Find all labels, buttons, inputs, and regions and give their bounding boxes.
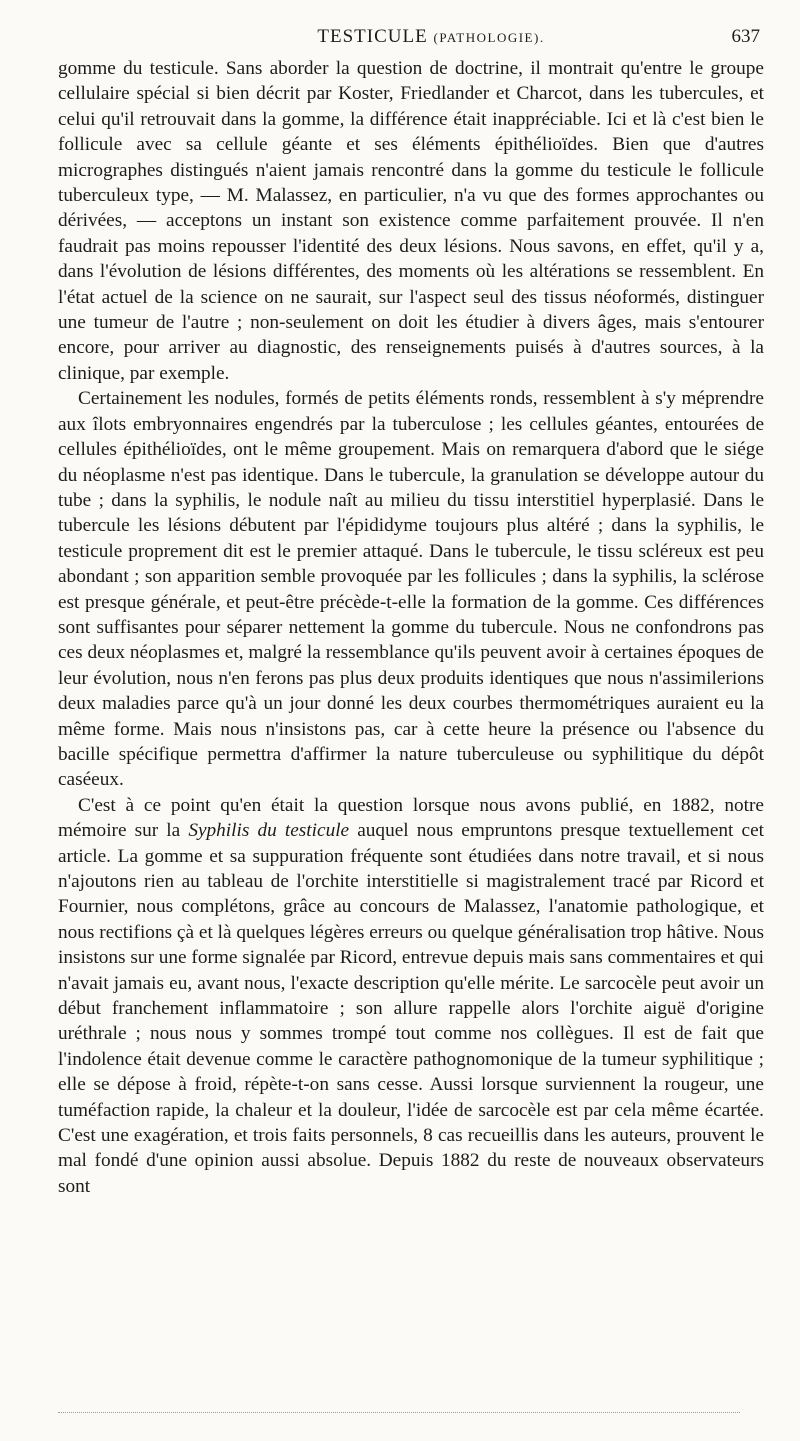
paragraph-3-text-start: C'est à ce point qu'en était la question lorsque nous avons publié, en 1882, notre mémoire sur la: [58, 794, 764, 842]
running-head-title: TESTICULE: [317, 26, 428, 47]
bottom-dotted-rule: [58, 1412, 740, 1413]
body-text: [58, 56, 764, 1199]
page-number: 637: [731, 26, 760, 47]
page-header: [58, 0, 764, 56]
paragraph-3: [58, 793, 764, 1200]
paragraph-2: [58, 386, 764, 793]
paragraph-1: [58, 56, 764, 386]
paragraph-1-text: gomme du testicule. Sans aborder la question de doctrine, il montrait qu'entre le groupe cellulaire spécial si bien décrit par Koster, Friedlander et Charcot, dans les tubercules, et celui qu'il retrouvait dans la gomme, la différence était inappréciable. Ici et là c'est bien le follicule avec sa cellule géante et ses éléments épithélioïdes. Bien que d'autres micrographes distingués n'aient jamais rencontré dans la gomme du testicule le follicule tuberculeux type, — M. Malassez, en particulier, n'a vu que des formes approchantes ou dérivées, — acceptons un instant son existence comme parfaitement prouvée. Il n'en faudrait pas moins repousser l'identité des deux lésions. Nous savons, en effet, qu'il y a, dans l'évolution de lésions différentes, des moments où les altérations se ressemblent. En l'état actuel de la science on ne saurait, sur l'aspect seul des tissus néoformés, distinguer une tumeur de l'autre ; non-seulement on doit les étudier à divers âges, mais s'entourer encore, pour arriver au diagnostic, des renseignements puisés à d'autres sources, à la clinique, par exemple.: [58, 58, 764, 384]
running-head-subtitle: (PATHOLOGIE).: [433, 30, 545, 45]
paragraph-2-text: Certainement les nodules, formés de petits éléments ronds, ressemblent à s'y méprendre aux îlots embryonnaires engendrés par la tuberculose ; les cellules géantes, entourées de cellules épithélioïdes, ont le même groupement. Mais on remarquera d'abord que le siége du néoplasme n'est pas identique. Dans le tubercule, la granulation se développe autour du tube ; dans la syphilis, le nodule naît au milieu du tissu interstitiel hyperplasié. Dans le tubercule les lésions débutent par l'épididyme toujours plus altéré ; dans la syphilis, le testicule proprement dit est le premier attaqué. Dans le tubercule, le tissu scléreux est peu abondant ; son apparition semble provoquée par les follicules ; dans la syphilis, la sclérose est presque générale, et peut-être précède-t-elle la formation de la gomme. Ces différences sont suffisantes pour séparer nettement la gomme du tubercule. Nous ne confondrons pas ces deux néoplasmes et, malgré la ressemblance qu'ils peuvent avoir à certaines époques de leur évolution, nous n'en ferons pas plus deux produits identiques que nous n'assimilerions deux maladies parce qu'à un jour donné les deux courbes thermométriques auraient eu la même forme. Mais nous n'insistons pas, car à cette heure la présence ou l'absence du bacille spécifique permettra d'affirmer la nature tuberculeuse ou syphilitique du dépôt caséeux.: [58, 388, 764, 791]
paragraph-3-text-end: auquel nous empruntons presque textuellement cet article. La gomme et sa suppuration fréquente sont étudiées dans notre travail, et si nous n'ajoutons rien au tableau de l'orchite interstitielle si magistralement tracé par Ricord et Fournier, nous complétons, grâce au concours de Malassez, l'anatomie pathologique, et nous rectifions çà et là quelques légères erreurs ou quelque généralisation trop hâtive. Nous insistons sur une forme signalée par Ricord, entrevue depuis mais sans commentaires et qui n'avait jamais eu, avant nous, l'exacte description qu'elle mérite. Le sarcocèle peut avoir un début franchement inflammatoire ; son allure rappelle alors l'orchite aiguë d'origine uréthrale ; nous nous y sommes trompé tout comme nos collègues. Il est de fait que l'indolence était devenue comme le caractère pathognomonique de la tumeur syphilitique ; elle se dépose à froid, répète-t-on sans cesse. Aussi lorsque surviennent la rougeur, une tuméfaction rapide, la chaleur et la douleur, l'idée de sarcocèle est par cela même écartée. C'est une exagération, et trois faits personnels, 8 cas recueillis dans les auteurs, prouvent le mal fondé d'une opinion aussi absolue. Depuis 1882 du reste de nouveaux observateurs sont: [58, 820, 764, 1197]
running-head: [58, 26, 764, 48]
paragraph-3-italic-title: Syphilis du testicule: [188, 820, 350, 842]
